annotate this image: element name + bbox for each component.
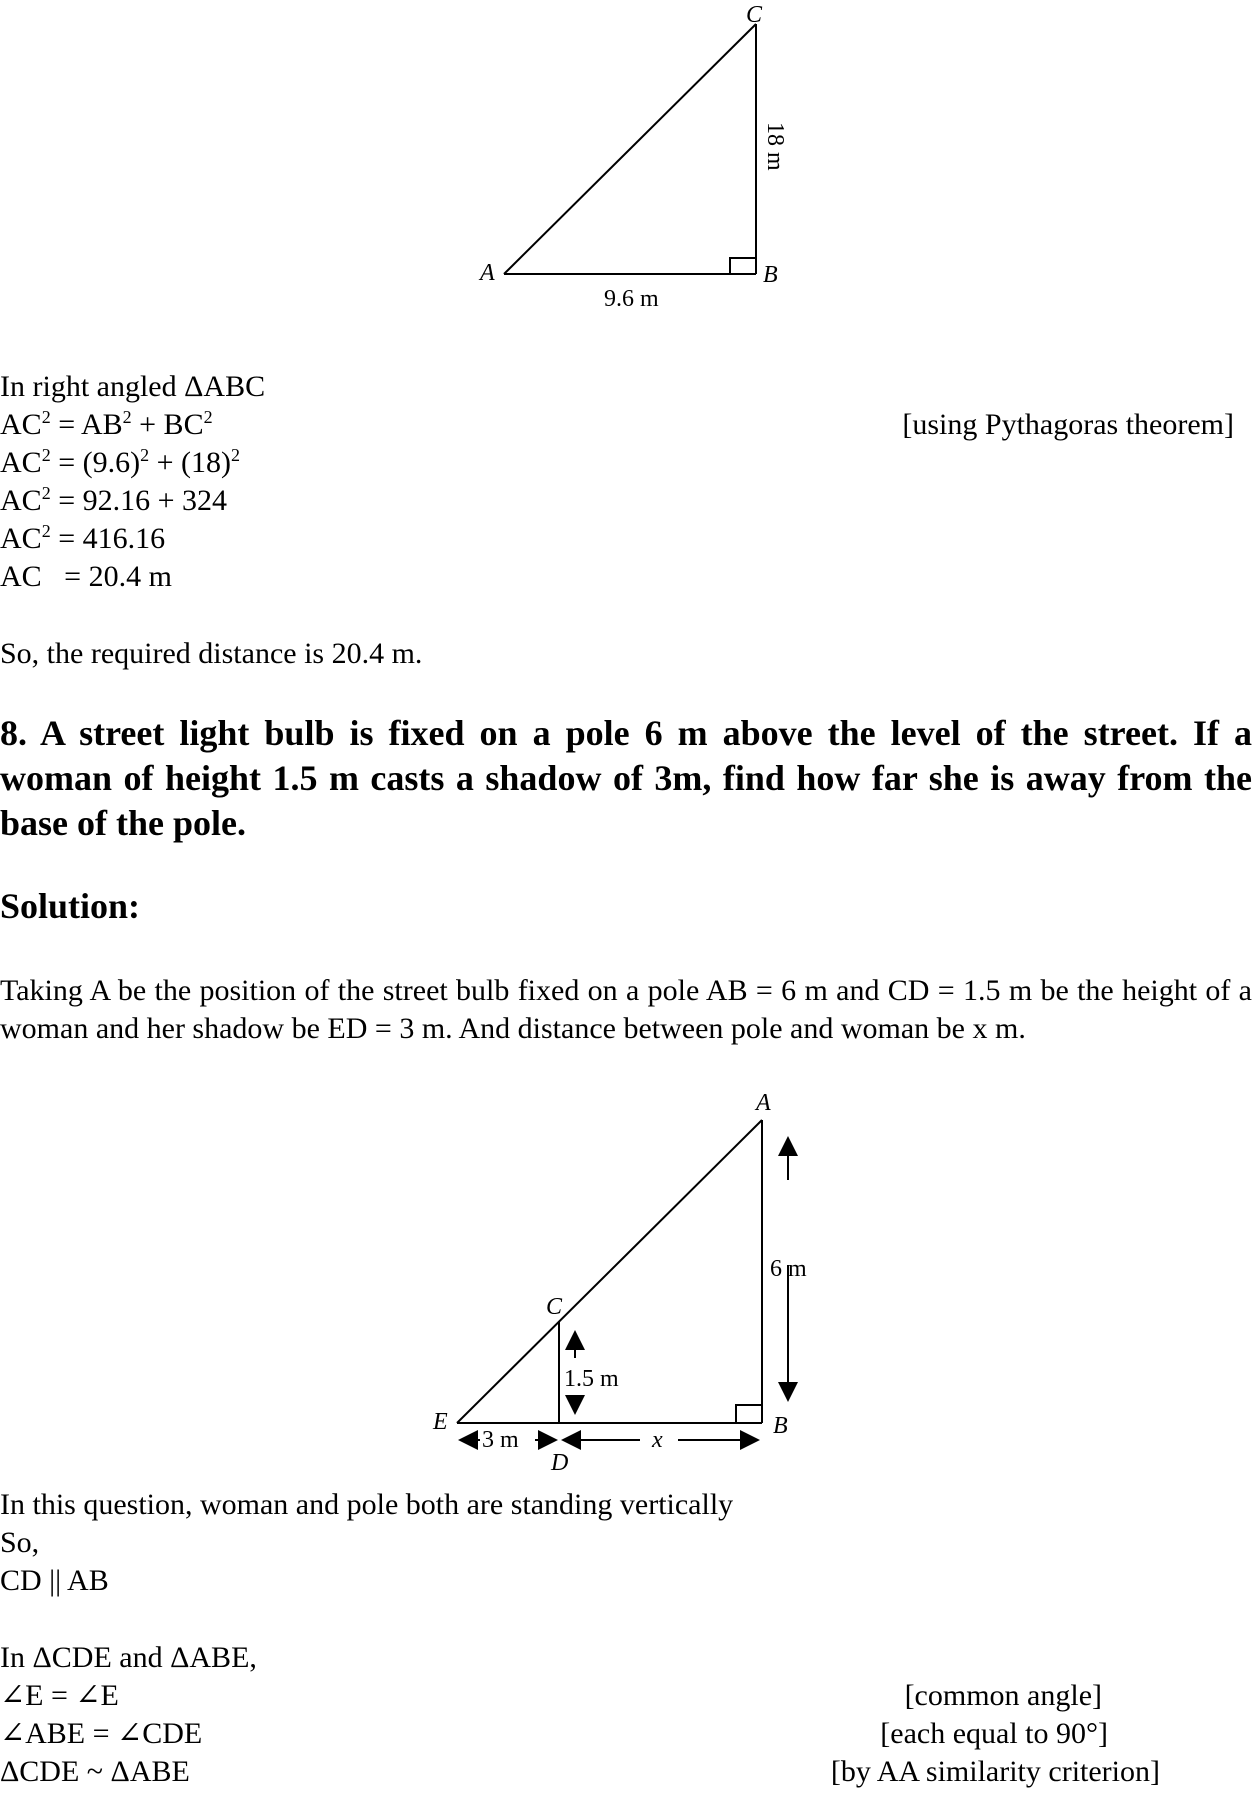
label-b: B [763, 262, 778, 288]
question-8: 8. A street light bulb is fixed on a pole 6 m above the level of the street. If a woman of height 1.5 m casts a shadow of 3m, find how far she is away from the base of the pole. [0, 713, 1252, 843]
label-a2: A [756, 1090, 771, 1116]
equation-3: $AC^2 = 92.16 + 324$ [0, 483, 228, 517]
distance-label: x [652, 1427, 663, 1453]
shadow-length-label: 3 m [482, 1427, 519, 1453]
label-c: C [746, 2, 763, 28]
right-angle-mark [730, 258, 756, 274]
vertical-statement: In this question, woman and pole both are standing vertically [0, 1488, 734, 1521]
figure-pole-woman [0, 1080, 1252, 1480]
label-c2: C [546, 1294, 563, 1320]
equation-2: $AC^2 = (9.6)^2 + (18)^2$ [0, 445, 240, 479]
equation-4: $AC^2 = 416.16$ [0, 521, 166, 555]
solution-heading: Solution: [0, 886, 141, 926]
so-line: So, [0, 1526, 40, 1559]
base-length: 9.6 m [604, 286, 659, 310]
label-e2: E [433, 1409, 448, 1435]
angle-e-equation: ∠E = ∠E [0, 1679, 119, 1712]
height-length: 18 m [762, 122, 788, 171]
angle-abe-equation: ∠ABE = ∠CDE [0, 1717, 203, 1750]
equation-1: $AC^2 = AB^2 + BC^2$ [0, 407, 213, 441]
label-a: A [480, 260, 495, 286]
intro-line: In right angled ΔABC [0, 370, 266, 403]
solution-paragraph: Taking A be the position of the street bulb fixed on a pole AB = 6 m and CD = 1.5 m be the height of a woman and her shadow be ED = 3 m. And distance between pole and woman be x m. [0, 974, 1252, 1045]
label-d2: D [551, 1450, 569, 1476]
reason-aa-criterion: [by AA similarity criterion] [830, 1755, 1160, 1788]
label-b2: B [773, 1413, 788, 1439]
equation-5: AC = 20.4 m [0, 560, 172, 593]
woman-height-label: 1.5 m [564, 1366, 619, 1392]
conclusion-line: So, the required distance is 20.4 m. [0, 637, 423, 670]
reason-common-angle: [common angle] [904, 1679, 1102, 1712]
pole-height-label: 6 m [770, 1256, 807, 1282]
side-ac [504, 24, 756, 274]
figure-triangle-abc [0, 0, 1252, 310]
right-angle-mark-b [736, 1405, 762, 1423]
reason-right-angles: [each equal to 90°] [880, 1717, 1108, 1750]
parallel-line: CD || AB [0, 1564, 109, 1597]
triangles-intro: In ΔCDE and ΔABE, [0, 1641, 257, 1674]
reason-pythagoras: [using Pythagoras theorem] [902, 408, 1234, 441]
similarity-statement: ΔCDE ~ ΔABE [0, 1755, 190, 1788]
